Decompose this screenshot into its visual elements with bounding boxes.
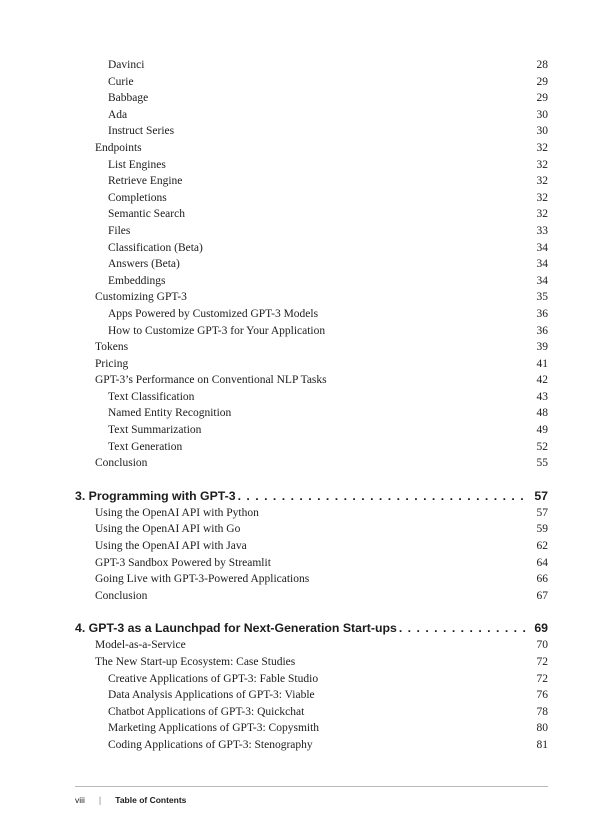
toc-entry-label: Answers (Beta) xyxy=(108,258,180,271)
toc-entry xyxy=(75,356,548,373)
footer-separator: | xyxy=(98,795,102,805)
toc-entry xyxy=(75,140,548,157)
toc-entry-label: Text Generation xyxy=(108,440,183,453)
toc-entry-page-number: 62 xyxy=(536,540,548,553)
toc-entry xyxy=(75,671,548,688)
toc-entry xyxy=(75,654,548,671)
toc-entry-page-number: 72 xyxy=(536,656,548,668)
toc-entry xyxy=(75,571,548,588)
toc-entry-label: Semantic Search xyxy=(108,208,185,221)
toc-entry-label: GPT-3 Sandbox Powered by Streamlit xyxy=(95,556,271,569)
toc-entry-page-number: 35 xyxy=(536,291,548,304)
toc-entry xyxy=(75,455,548,472)
toc-entry-label: Tokens xyxy=(95,341,129,354)
toc-entry-page-number: 48 xyxy=(536,407,548,420)
toc-entry xyxy=(75,737,548,754)
toc-entry xyxy=(75,521,548,538)
toc-entry xyxy=(75,339,548,356)
toc-entry-page-number: 36 xyxy=(536,324,548,337)
toc-entry-label: Embeddings xyxy=(108,274,166,287)
toc-entry-page-number: 80 xyxy=(536,722,548,735)
toc-entry xyxy=(75,637,548,654)
toc-entry-label: Ada xyxy=(108,108,128,121)
toc-entry-page-number: 32 xyxy=(536,208,548,221)
toc-entry-label: Text Classification xyxy=(108,390,195,403)
toc-list xyxy=(75,57,548,754)
toc-entry xyxy=(75,389,548,406)
toc-entry-label: Davinci xyxy=(108,59,145,71)
toc-entry xyxy=(75,687,548,704)
toc-entry xyxy=(75,57,548,74)
toc-entry-page-number: 52 xyxy=(536,440,548,453)
toc-entry-label: Marketing Applications of GPT-3: Copysmith xyxy=(108,722,320,735)
toc-entry-page-number: 32 xyxy=(536,175,548,188)
footer-rule xyxy=(75,786,548,787)
toc-entry xyxy=(75,289,548,306)
toc-entry xyxy=(75,157,548,174)
toc-entry xyxy=(75,405,548,422)
toc-entry-page-number: 59 xyxy=(536,523,548,536)
toc-entry-page-number: 30 xyxy=(536,125,548,138)
toc-entry xyxy=(75,173,548,190)
dot-leader xyxy=(238,488,530,505)
toc-entry-label: Text Summarization xyxy=(108,424,202,437)
toc-entry xyxy=(75,720,548,737)
toc-entry xyxy=(75,306,548,323)
toc-entry-page-number: 29 xyxy=(536,92,548,105)
toc-entry xyxy=(75,123,548,140)
toc-entry-page-number: 34 xyxy=(536,241,548,254)
toc-entry-label: Pricing xyxy=(95,357,129,370)
toc-entry xyxy=(75,588,548,605)
toc-entry-label: Using the OpenAI API with Go xyxy=(95,523,241,536)
toc-entry-label: Apps Powered by Customized GPT-3 Models xyxy=(108,307,319,320)
toc-entry-page-number: 41 xyxy=(536,357,548,370)
footer-row xyxy=(75,795,548,805)
toc-entry-page-number: 42 xyxy=(536,374,548,387)
footer-section-title: Table of Contents xyxy=(115,795,187,805)
toc-entry-page-number: 70 xyxy=(536,639,548,652)
folio-page-number: viii xyxy=(75,795,85,805)
toc-entry-label: Coding Applications of GPT-3: Stenography xyxy=(108,738,313,751)
toc-entry-page-number: 43 xyxy=(536,390,548,403)
toc-entry-label: Conclusion xyxy=(95,457,148,470)
toc-entry-page-number: 32 xyxy=(536,141,548,154)
toc-entry-page-number: 33 xyxy=(536,224,548,237)
toc-entry-page-number: 34 xyxy=(536,258,548,271)
toc-entry-label: Creative Applications of GPT-3: Fable Studio xyxy=(108,672,319,685)
toc-entry-page-number: 69 xyxy=(534,621,548,636)
toc-entry-label: The New Start-up Ecosystem: Case Studies xyxy=(95,656,296,668)
toc-entry-label: Conclusion xyxy=(95,589,148,602)
toc-entry-label: Data Analysis Applications of GPT-3: Viable xyxy=(108,689,315,702)
toc-entry xyxy=(75,74,548,91)
toc-entry-page-number: 39 xyxy=(536,341,548,354)
toc-entry-label: How to Customize GPT-3 for Your Application xyxy=(108,324,326,337)
toc-entry-page-number: 34 xyxy=(536,274,548,287)
page-footer xyxy=(75,786,548,805)
toc-entry-label: Customizing GPT-3 xyxy=(95,291,187,304)
toc-entry-page-number: 32 xyxy=(536,191,548,204)
toc-entry xyxy=(75,107,548,124)
toc-entry-label: Completions xyxy=(108,191,167,204)
toc-entry-page-number: 81 xyxy=(536,738,548,751)
toc-entry-page-number: 36 xyxy=(536,307,548,320)
toc-entry-label: 4. GPT-3 as a Launchpad for Next-Generation Start-ups xyxy=(75,621,397,636)
toc-chapter-entry xyxy=(75,620,548,637)
toc-entry xyxy=(75,505,548,522)
toc-entry xyxy=(75,704,548,721)
toc-entry-label: Going Live with GPT-3-Powered Applications xyxy=(95,573,310,586)
toc-entry xyxy=(75,273,548,290)
toc-entry xyxy=(75,206,548,223)
toc-entry xyxy=(75,555,548,572)
toc-entry xyxy=(75,223,548,240)
toc-entry-label: Instruct Series xyxy=(108,125,175,138)
toc-entry xyxy=(75,256,548,273)
toc-entry-label: Using the OpenAI API with Java xyxy=(95,540,247,553)
toc-entry-page-number: 66 xyxy=(536,573,548,586)
toc-entry-page-number: 28 xyxy=(536,59,548,71)
toc-entry-page-number: 32 xyxy=(536,158,548,171)
toc-entry-label: Babbage xyxy=(108,92,149,105)
toc-entry xyxy=(75,323,548,340)
toc-entry-page-number: 29 xyxy=(536,75,548,88)
toc-entry xyxy=(75,422,548,439)
toc-entry-label: List Engines xyxy=(108,158,166,171)
toc-entry-label: Retrieve Engine xyxy=(108,175,183,188)
toc-entry-label: Files xyxy=(108,224,131,237)
toc-entry-label: Curie xyxy=(108,75,134,88)
toc-entry-page-number: 78 xyxy=(536,705,548,718)
toc-entry-label: Model-as-a-Service xyxy=(95,639,186,652)
toc-entry xyxy=(75,538,548,555)
toc-entry-label: Classification (Beta) xyxy=(108,241,203,254)
toc-entry-page-number: 49 xyxy=(536,424,548,437)
toc-entry xyxy=(75,90,548,107)
toc-entry-page-number: 57 xyxy=(534,488,548,503)
toc-entry-page-number: 57 xyxy=(536,506,548,519)
toc-entry xyxy=(75,439,548,456)
toc-entry xyxy=(75,372,548,389)
toc-entry-page-number: 67 xyxy=(536,589,548,602)
toc-entry-label: Endpoints xyxy=(95,141,142,154)
toc-entry-label: Named Entity Recognition xyxy=(108,407,232,420)
toc-entry-page-number: 30 xyxy=(536,108,548,121)
dot-leader xyxy=(399,620,529,637)
toc-entry-page-number: 76 xyxy=(536,689,548,702)
toc-entry-label: Using the OpenAI API with Python xyxy=(95,506,259,519)
toc-entry-page-number: 64 xyxy=(536,556,548,569)
toc-entry-label: 3. Programming with GPT-3 xyxy=(75,488,236,503)
toc-entry-page-number: 72 xyxy=(536,672,548,685)
toc-entry-page-number: 55 xyxy=(536,457,548,470)
toc-entry xyxy=(75,240,548,257)
toc-entry-label: Chatbot Applications of GPT-3: Quickchat xyxy=(108,705,305,718)
toc-entry-label: GPT-3’s Performance on Conventional NLP Tasks xyxy=(95,374,327,387)
toc-chapter-entry xyxy=(75,488,548,505)
toc-entry xyxy=(75,190,548,207)
